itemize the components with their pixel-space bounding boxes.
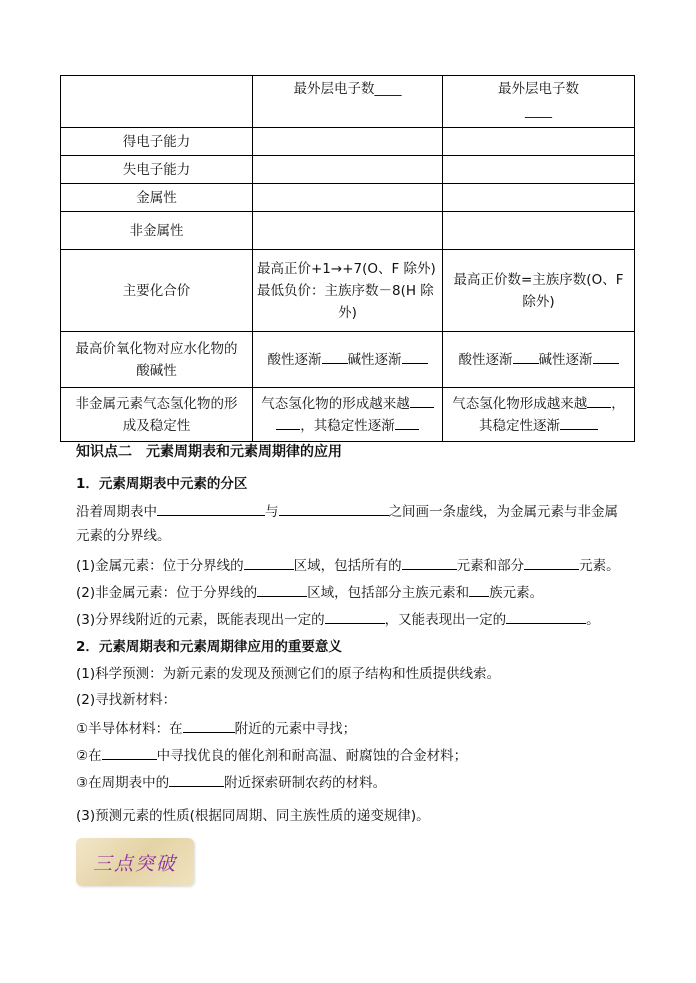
list-item: ②在 中寻找优良的催化剂和耐高温、耐腐蚀的合金材料； <box>76 745 467 766</box>
blank-line <box>257 582 307 597</box>
blank-line <box>157 501 265 516</box>
row-label: 主要化合价 <box>61 250 253 332</box>
table-row <box>61 250 635 332</box>
table-row <box>61 212 635 250</box>
table-cell <box>443 184 635 212</box>
blank-line <box>560 415 598 430</box>
row-label: 非金属元素气态氢化物的形 成及稳定性 <box>61 388 253 442</box>
table-cell <box>253 184 443 212</box>
table-cell: 气态氢化物的形成越来越 ，其稳定性逐渐 <box>253 388 443 442</box>
blank-line <box>325 609 385 624</box>
blank-line <box>322 349 348 364</box>
section-badge <box>76 838 194 886</box>
table-cell <box>253 156 443 184</box>
table-cell: 气态氢化物形成越来越 ， 其稳定性逐渐 <box>443 388 635 442</box>
table-row <box>61 332 635 388</box>
table-cell: 最高正价数=主族序数(O、F 除外) <box>443 250 635 332</box>
list-item: (1)科学预测：为新元素的发现及预测它们的原子结构和性质提供线索。 <box>76 666 501 682</box>
badge-label: 三点突破 <box>92 852 177 875</box>
blank-line <box>276 415 300 430</box>
section-title: 知识点二 元素周期表和元素周期律的应用 <box>76 444 342 460</box>
header-cell-group: 最外层电子数 ____ <box>443 76 635 128</box>
table-header-row <box>61 76 635 128</box>
blank-line <box>524 555 579 570</box>
row-label: 失电子能力 <box>61 156 253 184</box>
blank-line <box>279 501 389 516</box>
blank-line <box>244 555 294 570</box>
list-item: ①半导体材料：在 附近的元素中寻找； <box>76 718 356 739</box>
subsection-title-2: 2．元素周期表和元素周期律应用的重要意义 <box>76 639 342 655</box>
blank-line <box>513 349 539 364</box>
table-row <box>61 388 635 442</box>
subsection-title-1: 1．元素周期表中元素的分区 <box>76 476 248 492</box>
table-row <box>61 184 635 212</box>
list-item: (3)分界线附近的元素，既能表现出一定的 ，又能表现出一定的 。 <box>76 609 600 630</box>
header-cell-period: 最外层电子数____ <box>253 76 443 128</box>
table-cell <box>253 128 443 156</box>
blank-line <box>506 609 586 624</box>
row-label: 最高价氧化物对应水化物的 酸碱性 <box>61 332 253 388</box>
blank-line <box>102 745 157 760</box>
blank-line <box>183 718 235 733</box>
list-item: (2)寻找新材料： <box>76 692 177 708</box>
table-cell <box>443 156 635 184</box>
table-cell <box>443 212 635 250</box>
table-cell <box>253 212 443 250</box>
blank-line <box>410 393 434 408</box>
table-cell <box>443 128 635 156</box>
list-item: (3)预测元素的性质(根据同周期、同主族性质的递变规律)。 <box>76 808 430 824</box>
table-cell: 最高正价+1→+7(O、F 除外) 最低负价：主族序数－8(H 除 外) <box>253 250 443 332</box>
list-item: (2)非金属元素：位于分界线的 区域，包括部分主族元素和 族元素。 <box>76 582 543 603</box>
list-item: (1)金属元素：位于分界线的 区域，包括所有的 元素和部分 元素。 <box>76 555 620 576</box>
paragraph-line: 元素的分界线。 <box>76 528 171 544</box>
list-item: ③在周期表中的 附近探索研制农药的材料。 <box>76 772 386 793</box>
table-cell: 酸性逐渐 碱性逐渐 <box>443 332 635 388</box>
blank-line <box>469 582 489 597</box>
table-row <box>61 156 635 184</box>
table-row <box>61 128 635 156</box>
row-label: 得电子能力 <box>61 128 253 156</box>
blank-line <box>593 349 619 364</box>
blank-line <box>395 415 419 430</box>
blank-line <box>402 349 428 364</box>
row-label: 金属性 <box>61 184 253 212</box>
blank-line <box>402 555 457 570</box>
paragraph-line: 沿着周期表中 与 之间画一条虚线，为金属元素与非金属 <box>76 501 618 522</box>
table-cell: 酸性逐渐 碱性逐渐 <box>253 332 443 388</box>
comparison-table <box>60 75 635 442</box>
blank-line <box>587 393 611 408</box>
header-empty-cell <box>61 76 253 128</box>
row-label: 非金属性 <box>61 212 253 250</box>
blank-line <box>169 772 224 787</box>
